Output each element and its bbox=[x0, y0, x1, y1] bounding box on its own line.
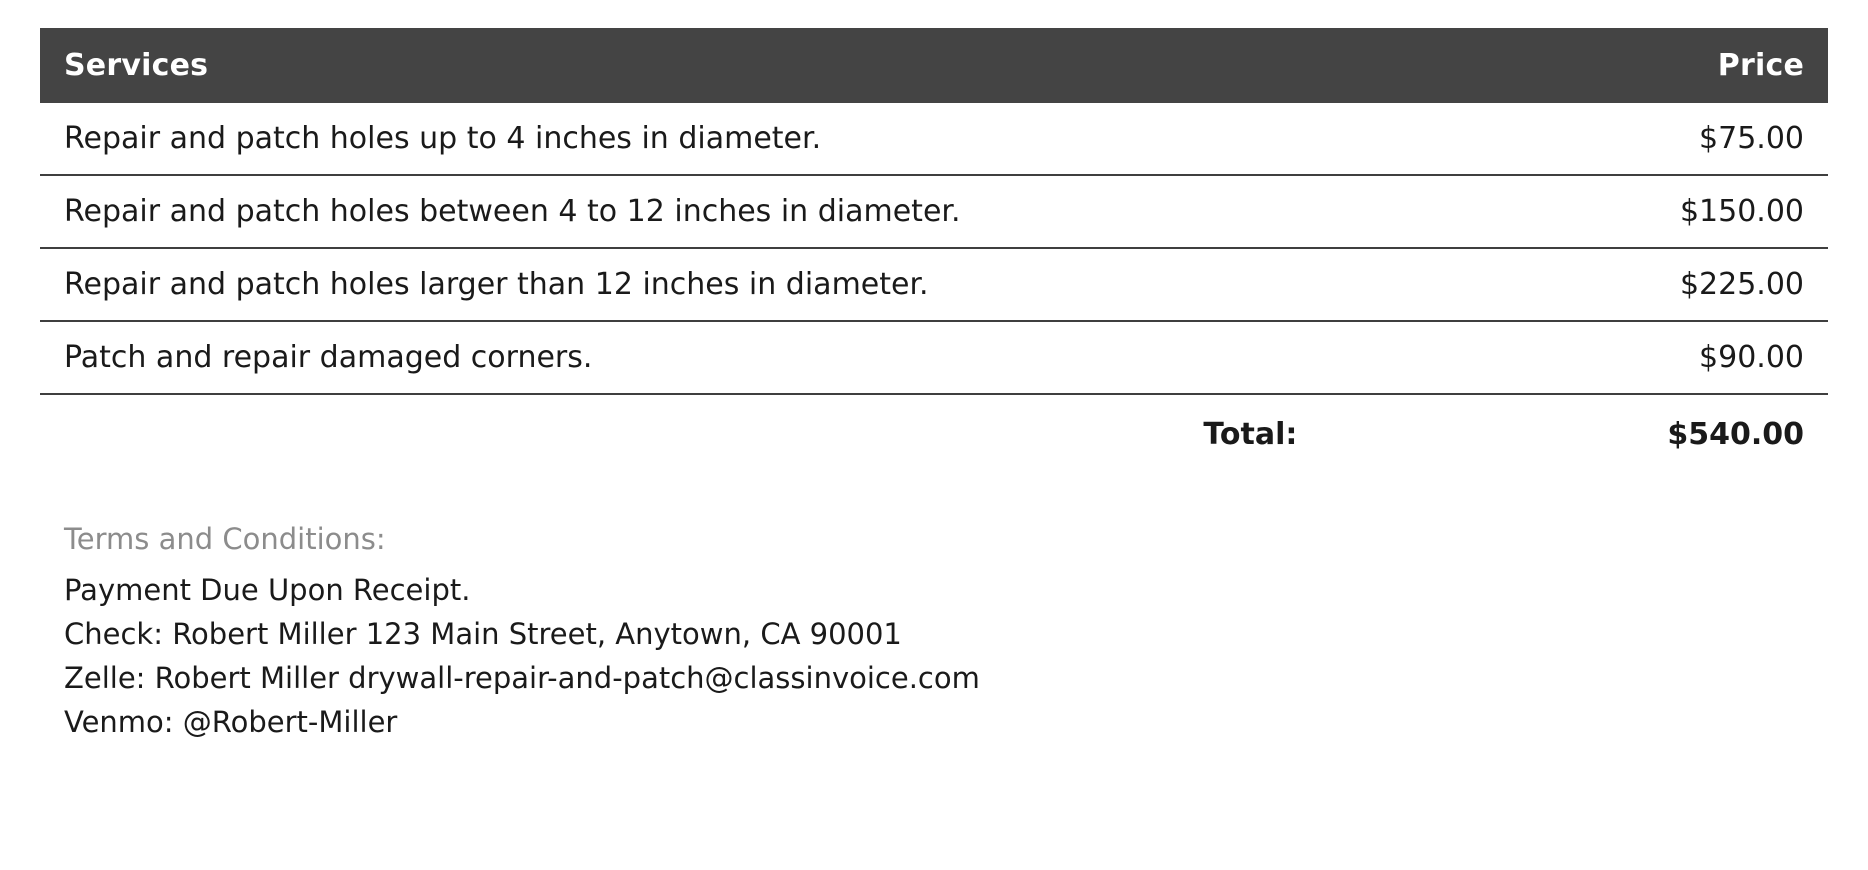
terms-title: Terms and Conditions: bbox=[64, 522, 386, 556]
table-row bbox=[40, 321, 1828, 394]
service-price: $150.00 bbox=[1327, 175, 1828, 248]
service-price: $75.00 bbox=[1327, 103, 1828, 175]
column-header-services: Services bbox=[40, 28, 1327, 103]
table-body bbox=[40, 103, 1828, 470]
total-amount: $540.00 bbox=[1667, 417, 1804, 452]
column-header-price: Price bbox=[1327, 28, 1828, 103]
service-price: $225.00 bbox=[1327, 248, 1828, 321]
service-price: $90.00 bbox=[1327, 321, 1828, 394]
service-description: Repair and patch holes up to 4 inches in diameter. bbox=[40, 103, 1327, 175]
table-total-row bbox=[40, 394, 1828, 470]
terms-and-conditions-section bbox=[40, 522, 1828, 744]
total-label: Total: bbox=[1203, 417, 1298, 452]
service-description: Patch and repair damaged corners. bbox=[40, 321, 1327, 394]
table-row bbox=[40, 248, 1828, 321]
service-description: Repair and patch holes between 4 to 12 inches in diameter. bbox=[40, 175, 1327, 248]
service-description: Repair and patch holes larger than 12 inches in diameter. bbox=[40, 248, 1327, 321]
terms-line: Payment Due Upon Receipt. bbox=[64, 573, 471, 607]
terms-line: Check: Robert Miller 123 Main Street, Anytown, CA 90001 bbox=[64, 617, 902, 652]
table-header bbox=[40, 28, 1828, 103]
terms-line: Zelle: Robert Miller drywall-repair-and-patch@classinvoice.com bbox=[64, 661, 980, 696]
table-row bbox=[40, 175, 1828, 248]
table-header-row bbox=[40, 28, 1828, 103]
services-price-table bbox=[40, 28, 1828, 470]
terms-line: Venmo: @Robert-Miller bbox=[64, 705, 398, 740]
table-row bbox=[40, 103, 1828, 175]
